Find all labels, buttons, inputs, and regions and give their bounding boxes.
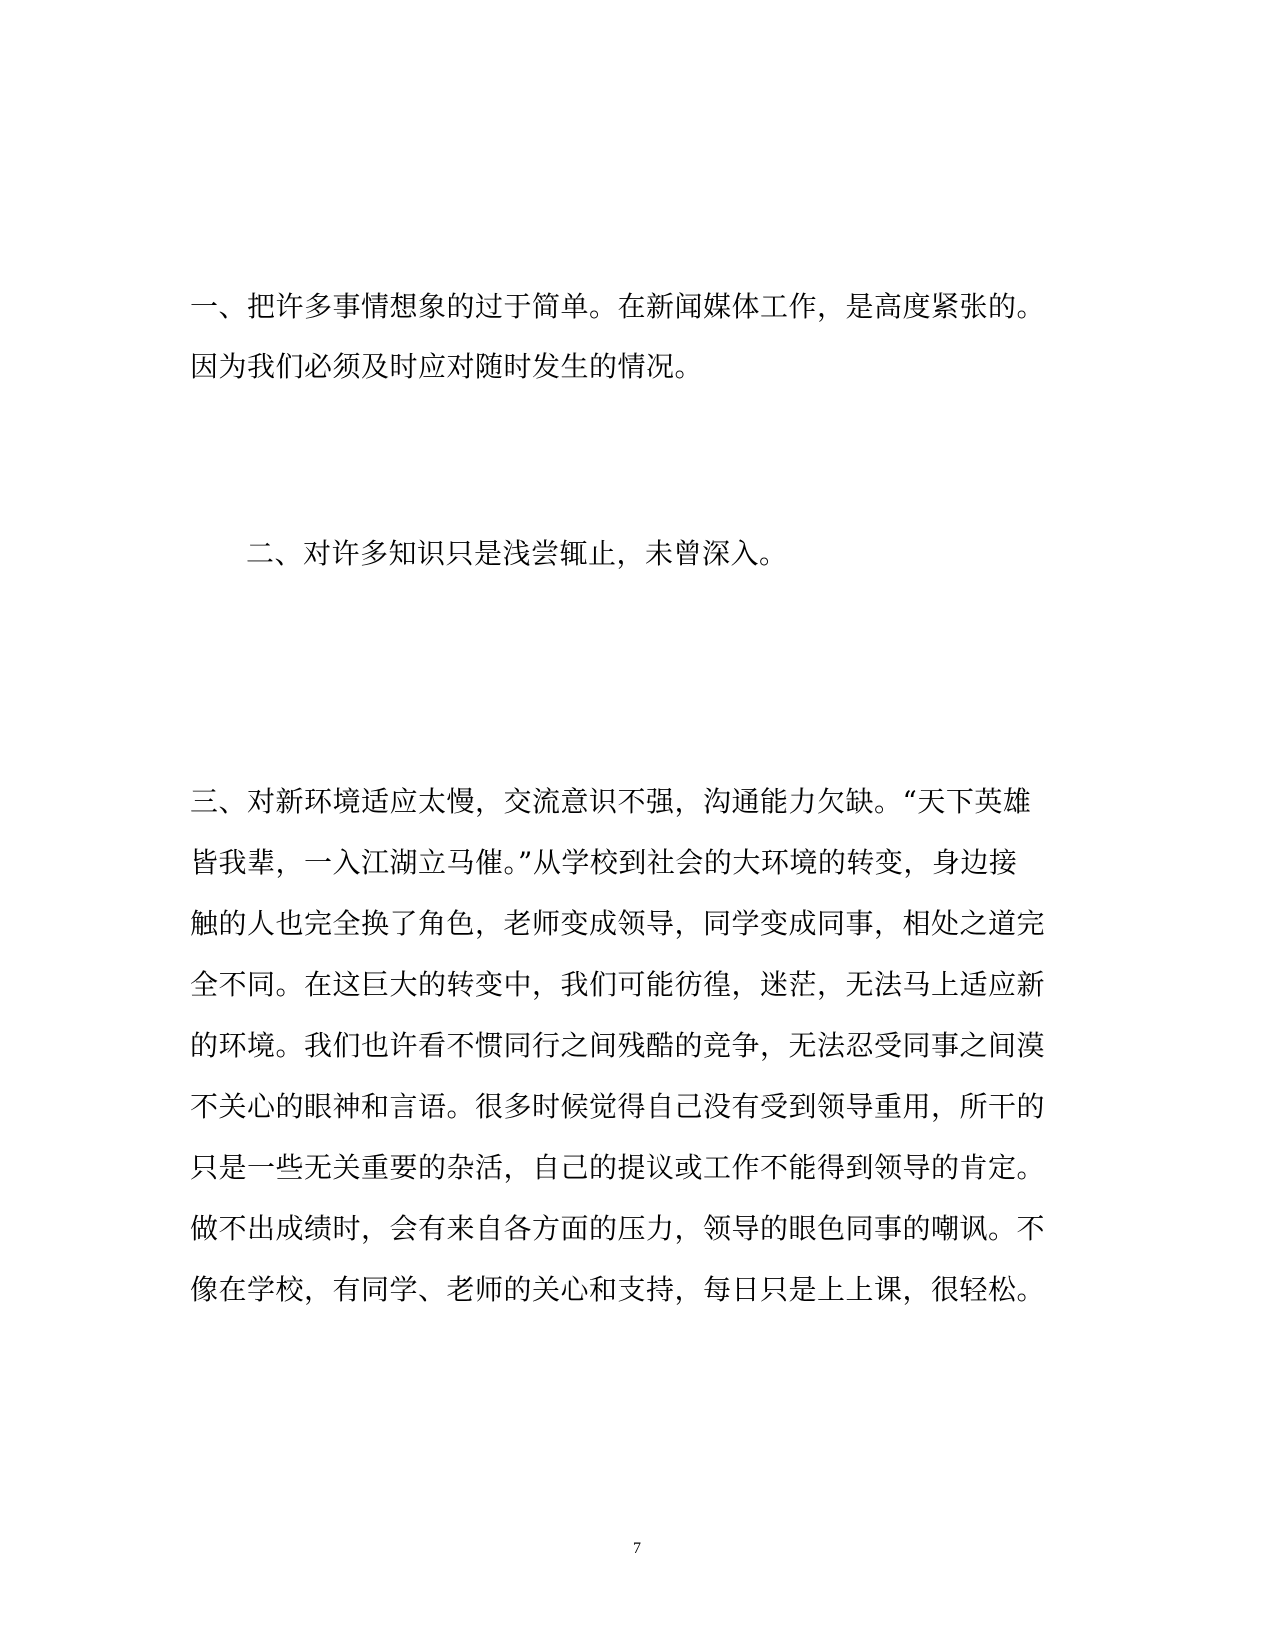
paragraph-3-line-7: 只是一些无关重要的杂活，自己的提议或工作不能得到领导的肯定。 [190, 1151, 1046, 1184]
paragraph-3-line-8: 做不出成绩时，会有来自各方面的压力，领导的眼色同事的嘲讽。不 [190, 1212, 1046, 1245]
paragraph-3-line-4: 全不同。在这巨大的转变中，我们可能彷徨，迷茫，无法马上适应新 [190, 968, 1046, 1001]
paragraph-3-line-3: 触的人也完全换了角色，老师变成领导，同学变成同事，相处之道完 [190, 907, 1046, 940]
paragraph-2-line-1: 二、对许多知识只是浅尝辄止，未曾深入。 [246, 537, 788, 570]
paragraph-3-line-2: 皆我辈，一入江湖立马催。”从学校到社会的大环境的转变，身边接 [190, 846, 1018, 879]
paragraph-3-line-1: 三、对新环境适应太慢，交流意识不强，沟通能力欠缺。“天下英雄 [190, 785, 1032, 818]
paragraph-3-line-6: 不关心的眼神和言语。很多时候觉得自己没有受到领导重用，所干的 [190, 1090, 1046, 1123]
paragraph-1-line-2: 因为我们必须及时应对随时发生的情况。 [190, 350, 704, 383]
page-number: 7 [633, 1540, 641, 1557]
paragraph-1-line-1: 一、把许多事情想象的过于简单。在新闻媒体工作，是高度紧张的。 [190, 290, 1046, 323]
paragraph-3-line-5: 的环境。我们也许看不惯同行之间残酷的竞争，无法忍受同事之间漠 [190, 1029, 1046, 1062]
paragraph-3-line-9: 像在学校，有同学、老师的关心和支持，每日只是上上课，很轻松。 [190, 1273, 1046, 1306]
